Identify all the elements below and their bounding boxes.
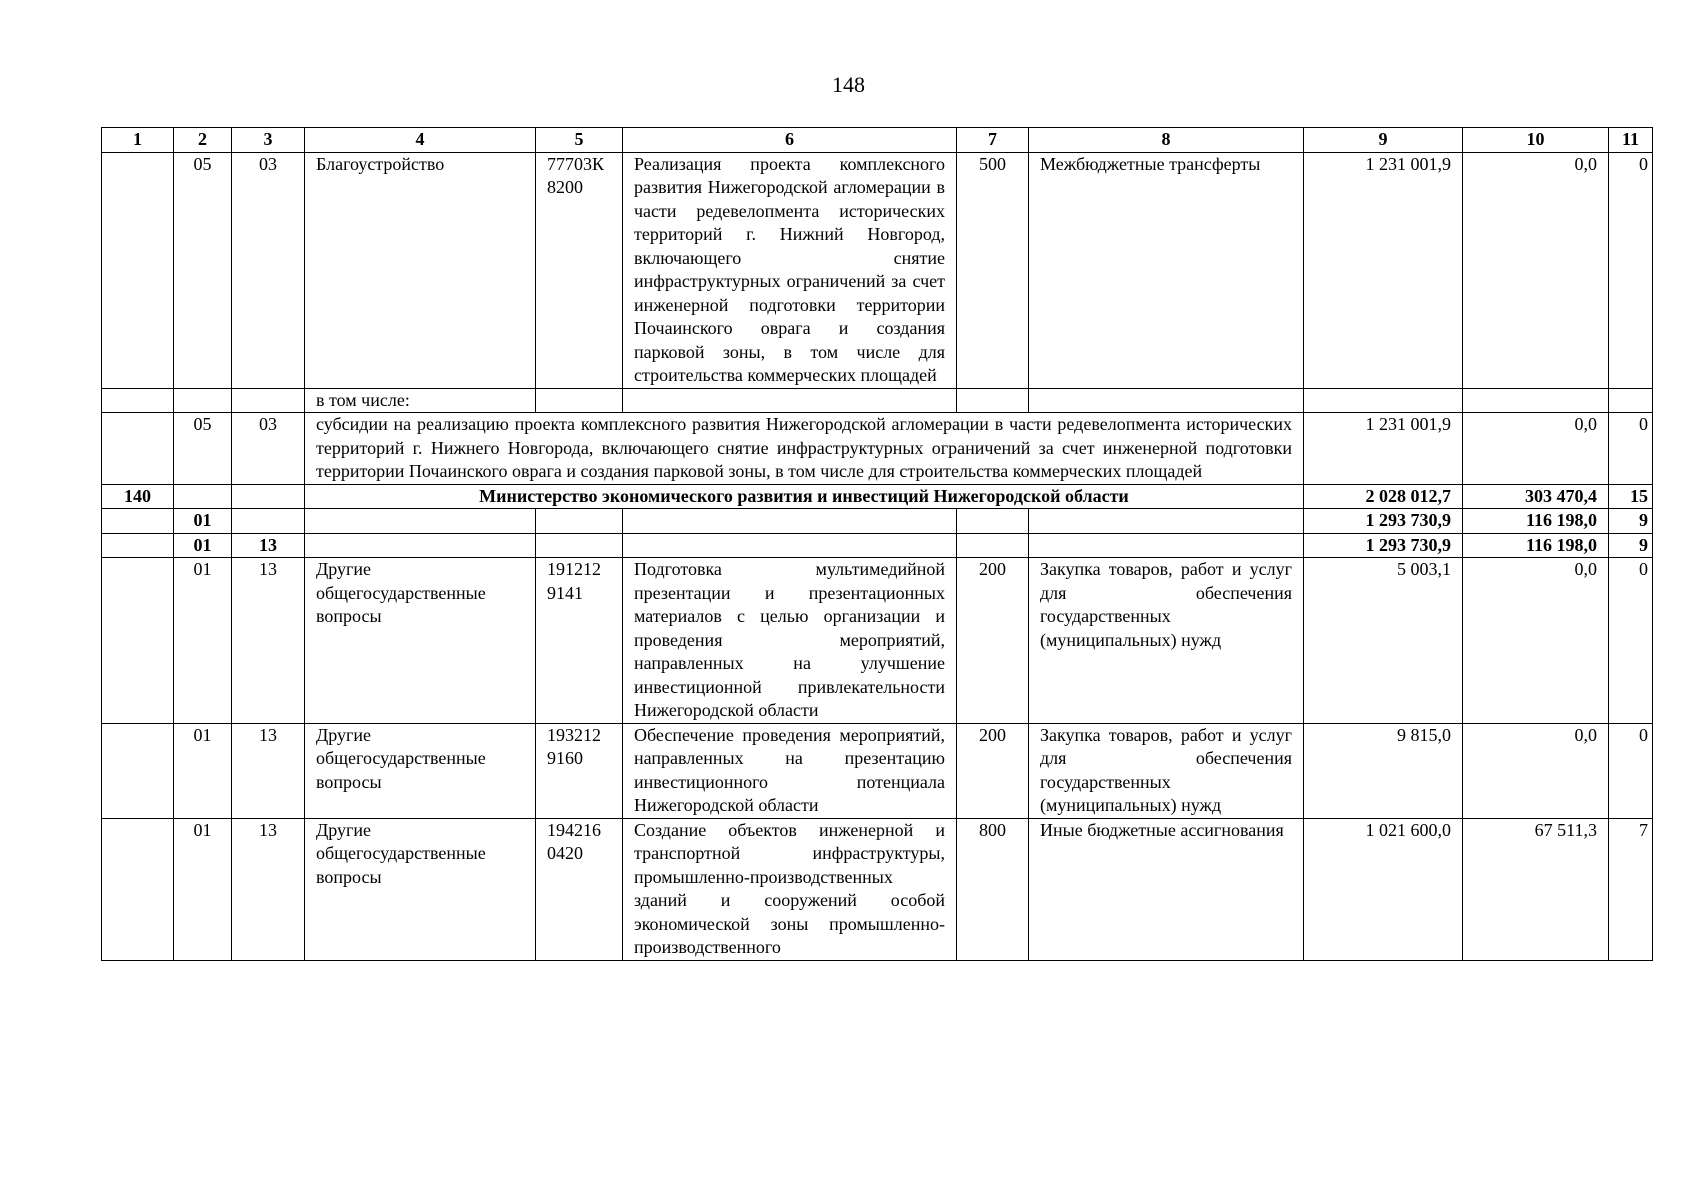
cell-percent: 0 xyxy=(1609,723,1653,818)
cell-expense-type: 200 xyxy=(957,723,1029,818)
cell-target-article: 191212 9141 xyxy=(536,558,623,724)
cell-amount: 9 815,0 xyxy=(1304,723,1463,818)
header-cell: 3 xyxy=(232,128,305,153)
cell-percent: 0 xyxy=(1609,558,1653,724)
cell-amount-federal: 303 470,4 xyxy=(1463,484,1609,509)
cell-subsection: 03 xyxy=(232,152,305,388)
cell-percent: 7 xyxy=(1609,818,1653,960)
cell-subsection: 13 xyxy=(232,723,305,818)
header-cell: 6 xyxy=(623,128,957,153)
cell-admin xyxy=(102,152,174,388)
header-cell: 4 xyxy=(305,128,536,153)
cell-amount: 1 231 001,9 xyxy=(1304,413,1463,485)
cell-amount: 1 231 001,9 xyxy=(1304,152,1463,388)
table-row xyxy=(102,152,1653,388)
cell-article-name: Реализация проекта комплексного развития Нижегородской агломерации в части редевелопмента исторических территорий г. Нижний Новгород, включающего снятие инфраструктурных ограничений за счет инженерной подготовки территории Почаинского оврага и создания парковой зоны, в том числе для строительства коммерческих площадей xyxy=(623,152,957,388)
cell-percent: 9 xyxy=(1609,533,1653,558)
cell-section: 01 xyxy=(174,509,232,534)
table-row xyxy=(102,723,1653,818)
cell-amount: 1 293 730,9 xyxy=(1304,509,1463,534)
cell-amount: 2 028 012,7 xyxy=(1304,484,1463,509)
cell-expense-name: Межбюджетные трансферты xyxy=(1029,152,1304,388)
cell-section: 01 xyxy=(174,723,232,818)
cell-article-name: Создание объектов инженерной и транспортной инфраструктуры, промышленно-производственных зданий и сооружений особой экономической зоны промышленно-производственного xyxy=(623,818,957,960)
cell-amount-federal: 116 198,0 xyxy=(1463,533,1609,558)
cell-subsection: 13 xyxy=(232,533,305,558)
header-cell: 9 xyxy=(1304,128,1463,153)
cell-ministry-name: Министерство экономического развития и инвестиций Нижегородской области xyxy=(305,484,1304,509)
cell-percent: 0 xyxy=(1609,413,1653,485)
cell-percent: 0 xyxy=(1609,152,1653,388)
cell-amount: 1 021 600,0 xyxy=(1304,818,1463,960)
header-cell: 1 xyxy=(102,128,174,153)
cell-subsection: 13 xyxy=(232,558,305,724)
header-cell: 5 xyxy=(536,128,623,153)
header-cell: 11 xyxy=(1609,128,1653,153)
header-cell: 10 xyxy=(1463,128,1609,153)
cell-percent: 9 xyxy=(1609,509,1653,534)
header-cell: 7 xyxy=(957,128,1029,153)
table-row xyxy=(102,533,1653,558)
cell-section: 01 xyxy=(174,558,232,724)
cell-section-name: Другие общегосударственные вопросы xyxy=(305,558,536,724)
cell-subsection: 03 xyxy=(232,413,305,485)
table-header-row xyxy=(102,128,1653,153)
cell-amount-federal: 67 511,3 xyxy=(1463,818,1609,960)
budget-table xyxy=(101,127,1653,961)
table-row xyxy=(102,818,1653,960)
page-number: 148 xyxy=(832,72,865,97)
cell-expense-name: Закупка товаров, работ и услуг для обеспечения государственных (муниципальных) нужд xyxy=(1029,723,1304,818)
cell-target-article: 193212 9160 xyxy=(536,723,623,818)
cell-including-label: в том числе: xyxy=(305,388,536,413)
cell-amount-federal: 0,0 xyxy=(1463,558,1609,724)
header-cell: 2 xyxy=(174,128,232,153)
table-row xyxy=(102,413,1653,485)
cell-amount-federal: 0,0 xyxy=(1463,723,1609,818)
cell-section-name: Благоустройство xyxy=(305,152,536,388)
cell-expense-name: Закупка товаров, работ и услуг для обеспечения государственных (муниципальных) нужд xyxy=(1029,558,1304,724)
cell-section: 01 xyxy=(174,818,232,960)
cell-percent: 15 xyxy=(1609,484,1653,509)
cell-article-name: Обеспечение проведения мероприятий, направленных на презентацию инвестиционного потенциала Нижегородской области xyxy=(623,723,957,818)
cell-section-name: Другие общегосударственные вопросы xyxy=(305,723,536,818)
cell-expense-type: 800 xyxy=(957,818,1029,960)
cell-section: 05 xyxy=(174,413,232,485)
cell-amount: 1 293 730,9 xyxy=(1304,533,1463,558)
table-row xyxy=(102,388,1653,413)
cell-amount-federal: 0,0 xyxy=(1463,152,1609,388)
cell-expense-name: Иные бюджетные ассигнования xyxy=(1029,818,1304,960)
cell-section-name: Другие общегосударственные вопросы xyxy=(305,818,536,960)
table-row xyxy=(102,509,1653,534)
cell-target-article: 77703К 8200 xyxy=(536,152,623,388)
cell-section: 01 xyxy=(174,533,232,558)
cell-section: 05 xyxy=(174,152,232,388)
table-row xyxy=(102,558,1653,724)
cell-article-name: Подготовка мультимедийной презентации и презентационных материалов с целью организации и проведения мероприятий, направленных на улучшение инвестиционной привлекательности Нижегородской области xyxy=(623,558,957,724)
cell-amount-federal: 0,0 xyxy=(1463,413,1609,485)
cell-expense-type: 200 xyxy=(957,558,1029,724)
cell-expense-type: 500 xyxy=(957,152,1029,388)
table-row xyxy=(102,484,1653,509)
cell-amount-federal: 116 198,0 xyxy=(1463,509,1609,534)
cell-amount: 5 003,1 xyxy=(1304,558,1463,724)
cell-target-article: 194216 0420 xyxy=(536,818,623,960)
header-cell: 8 xyxy=(1029,128,1304,153)
cell-admin: 140 xyxy=(102,484,174,509)
cell-subsidy-description: субсидии на реализацию проекта комплексного развития Нижегородской агломерации в части редевелопмента исторических территорий г. Нижнего Новгорода, включающего снятие инфраструктурных ограничений за счет инженерной подготовки территории Почаинского оврага и создания парковой зоны, в том числе для строительства коммерческих площадей xyxy=(305,413,1304,485)
cell-subsection: 13 xyxy=(232,818,305,960)
